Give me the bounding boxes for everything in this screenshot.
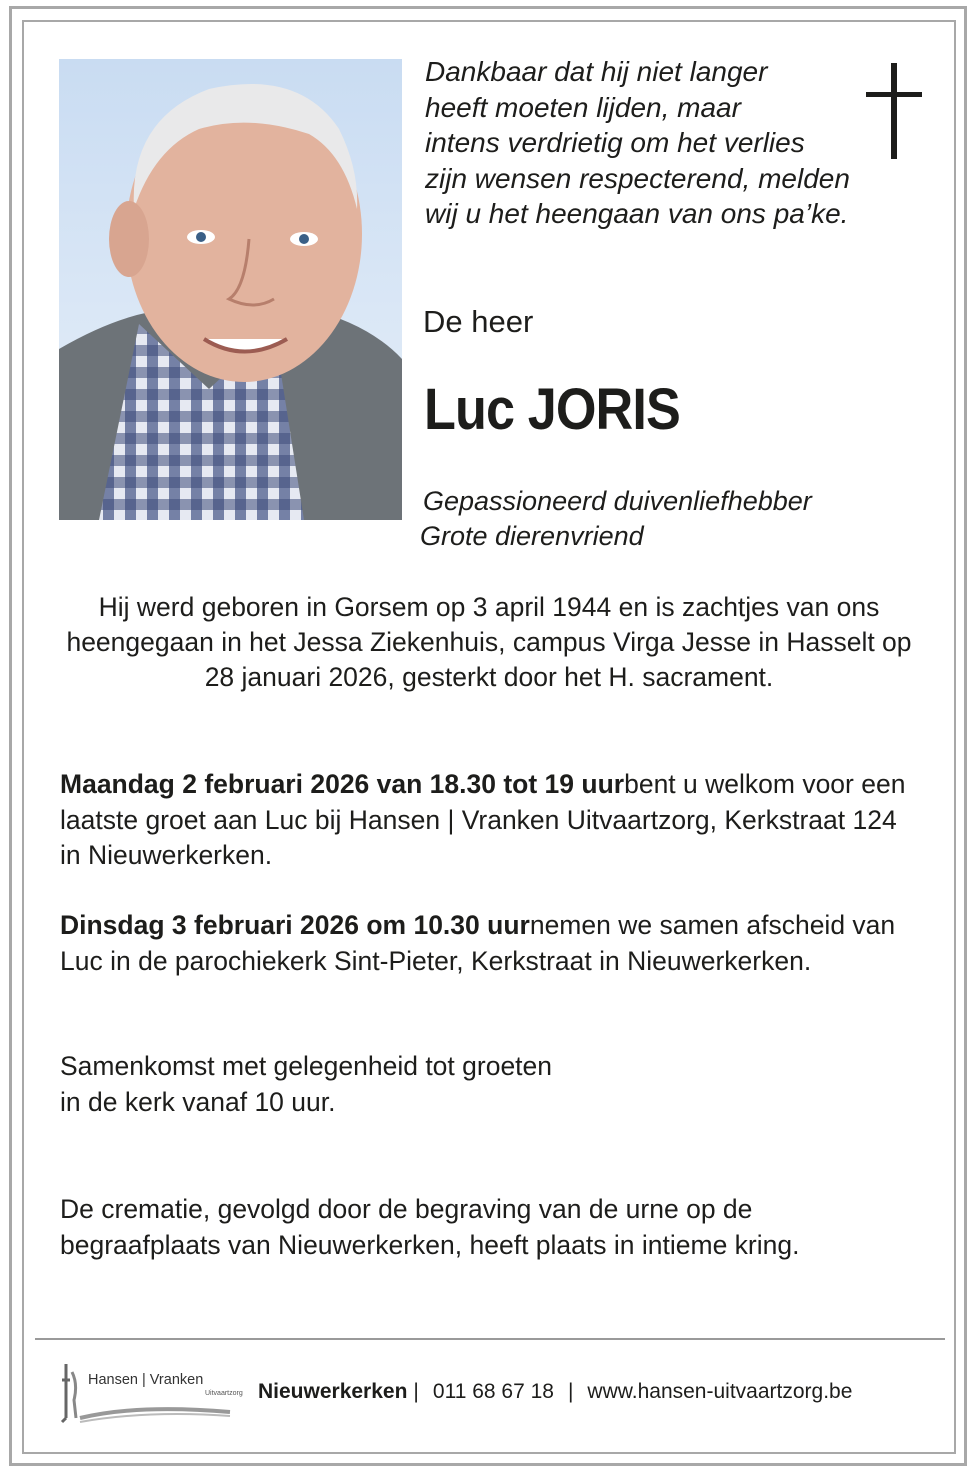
visitation-paragraph bbox=[60, 767, 920, 874]
funeral-home-logo bbox=[58, 1360, 243, 1424]
cross-icon bbox=[866, 63, 922, 159]
footer-website[interactable]: www.hansen-uitvaartzorg.be bbox=[587, 1380, 853, 1403]
deceased-name: Luc JORIS bbox=[424, 377, 680, 442]
cremation-paragraph: De crematie, gevolgd door de begraving van de urne op de begraafplaats van Nieuwerkerken, heeft plaats in intieme kring. bbox=[60, 1194, 800, 1260]
footer-contact bbox=[258, 1380, 852, 1404]
footer-divider bbox=[35, 1338, 945, 1340]
footer-separator: | bbox=[567, 1380, 574, 1403]
farewell-date: Dinsdag 3 februari 2026 om 10.30 uur bbox=[60, 910, 530, 940]
footer-separator: | bbox=[413, 1380, 419, 1403]
footer-phone[interactable]: 011 68 67 18 bbox=[432, 1380, 554, 1403]
logo-subtitle: Uitvaartzorg bbox=[205, 1390, 243, 1397]
opening-quote-text: Dankbaar dat hij niet langer heeft moeten lijden, maar intens verdrietig om het verlies zijn wensen respecterend, melden wij u het heengaan van ons pa’ke. bbox=[425, 56, 850, 229]
opening-quote bbox=[425, 54, 905, 232]
farewell-paragraph bbox=[60, 908, 920, 979]
gathering-paragraph: Samenkomst met gelegenheid tot groeten in de kerk vanaf 10 uur. bbox=[60, 1051, 553, 1117]
taglines bbox=[420, 484, 812, 554]
tagline-1: Gepassioneerd duivenliefhebber bbox=[423, 486, 812, 516]
logo-text: Hansen | Vranken bbox=[88, 1372, 204, 1388]
tagline-2: Grote dierenvriend bbox=[420, 521, 644, 551]
farewell-text: nemen we samen afscheid van Luc in de parochiekerk Sint-Pieter, Kerkstraat in Nieuwerkerken. bbox=[60, 910, 896, 976]
portrait-photo bbox=[59, 59, 402, 520]
visitation-text: bent u welkom voor een laatste groet aan Luc bij Hansen | Vranken Uitvaartzorg, Kerkstraat 124 in Nieuwerkerken. bbox=[60, 769, 906, 870]
honorific: De heer bbox=[423, 304, 534, 339]
visitation-date: Maandag 2 februari 2026 van 18.30 tot 19 uur bbox=[60, 769, 625, 799]
footer-town: Nieuwerkerken bbox=[258, 1380, 408, 1403]
birth-paragraph: Hij werd geboren in Gorsem op 3 april 1944 en is zachtjes van ons heengegaan in het Jessa Ziekenhuis, campus Virga Jesse in Hasselt op 28 januari 2026, gesterkt door het H. sacrament. bbox=[66, 592, 912, 692]
